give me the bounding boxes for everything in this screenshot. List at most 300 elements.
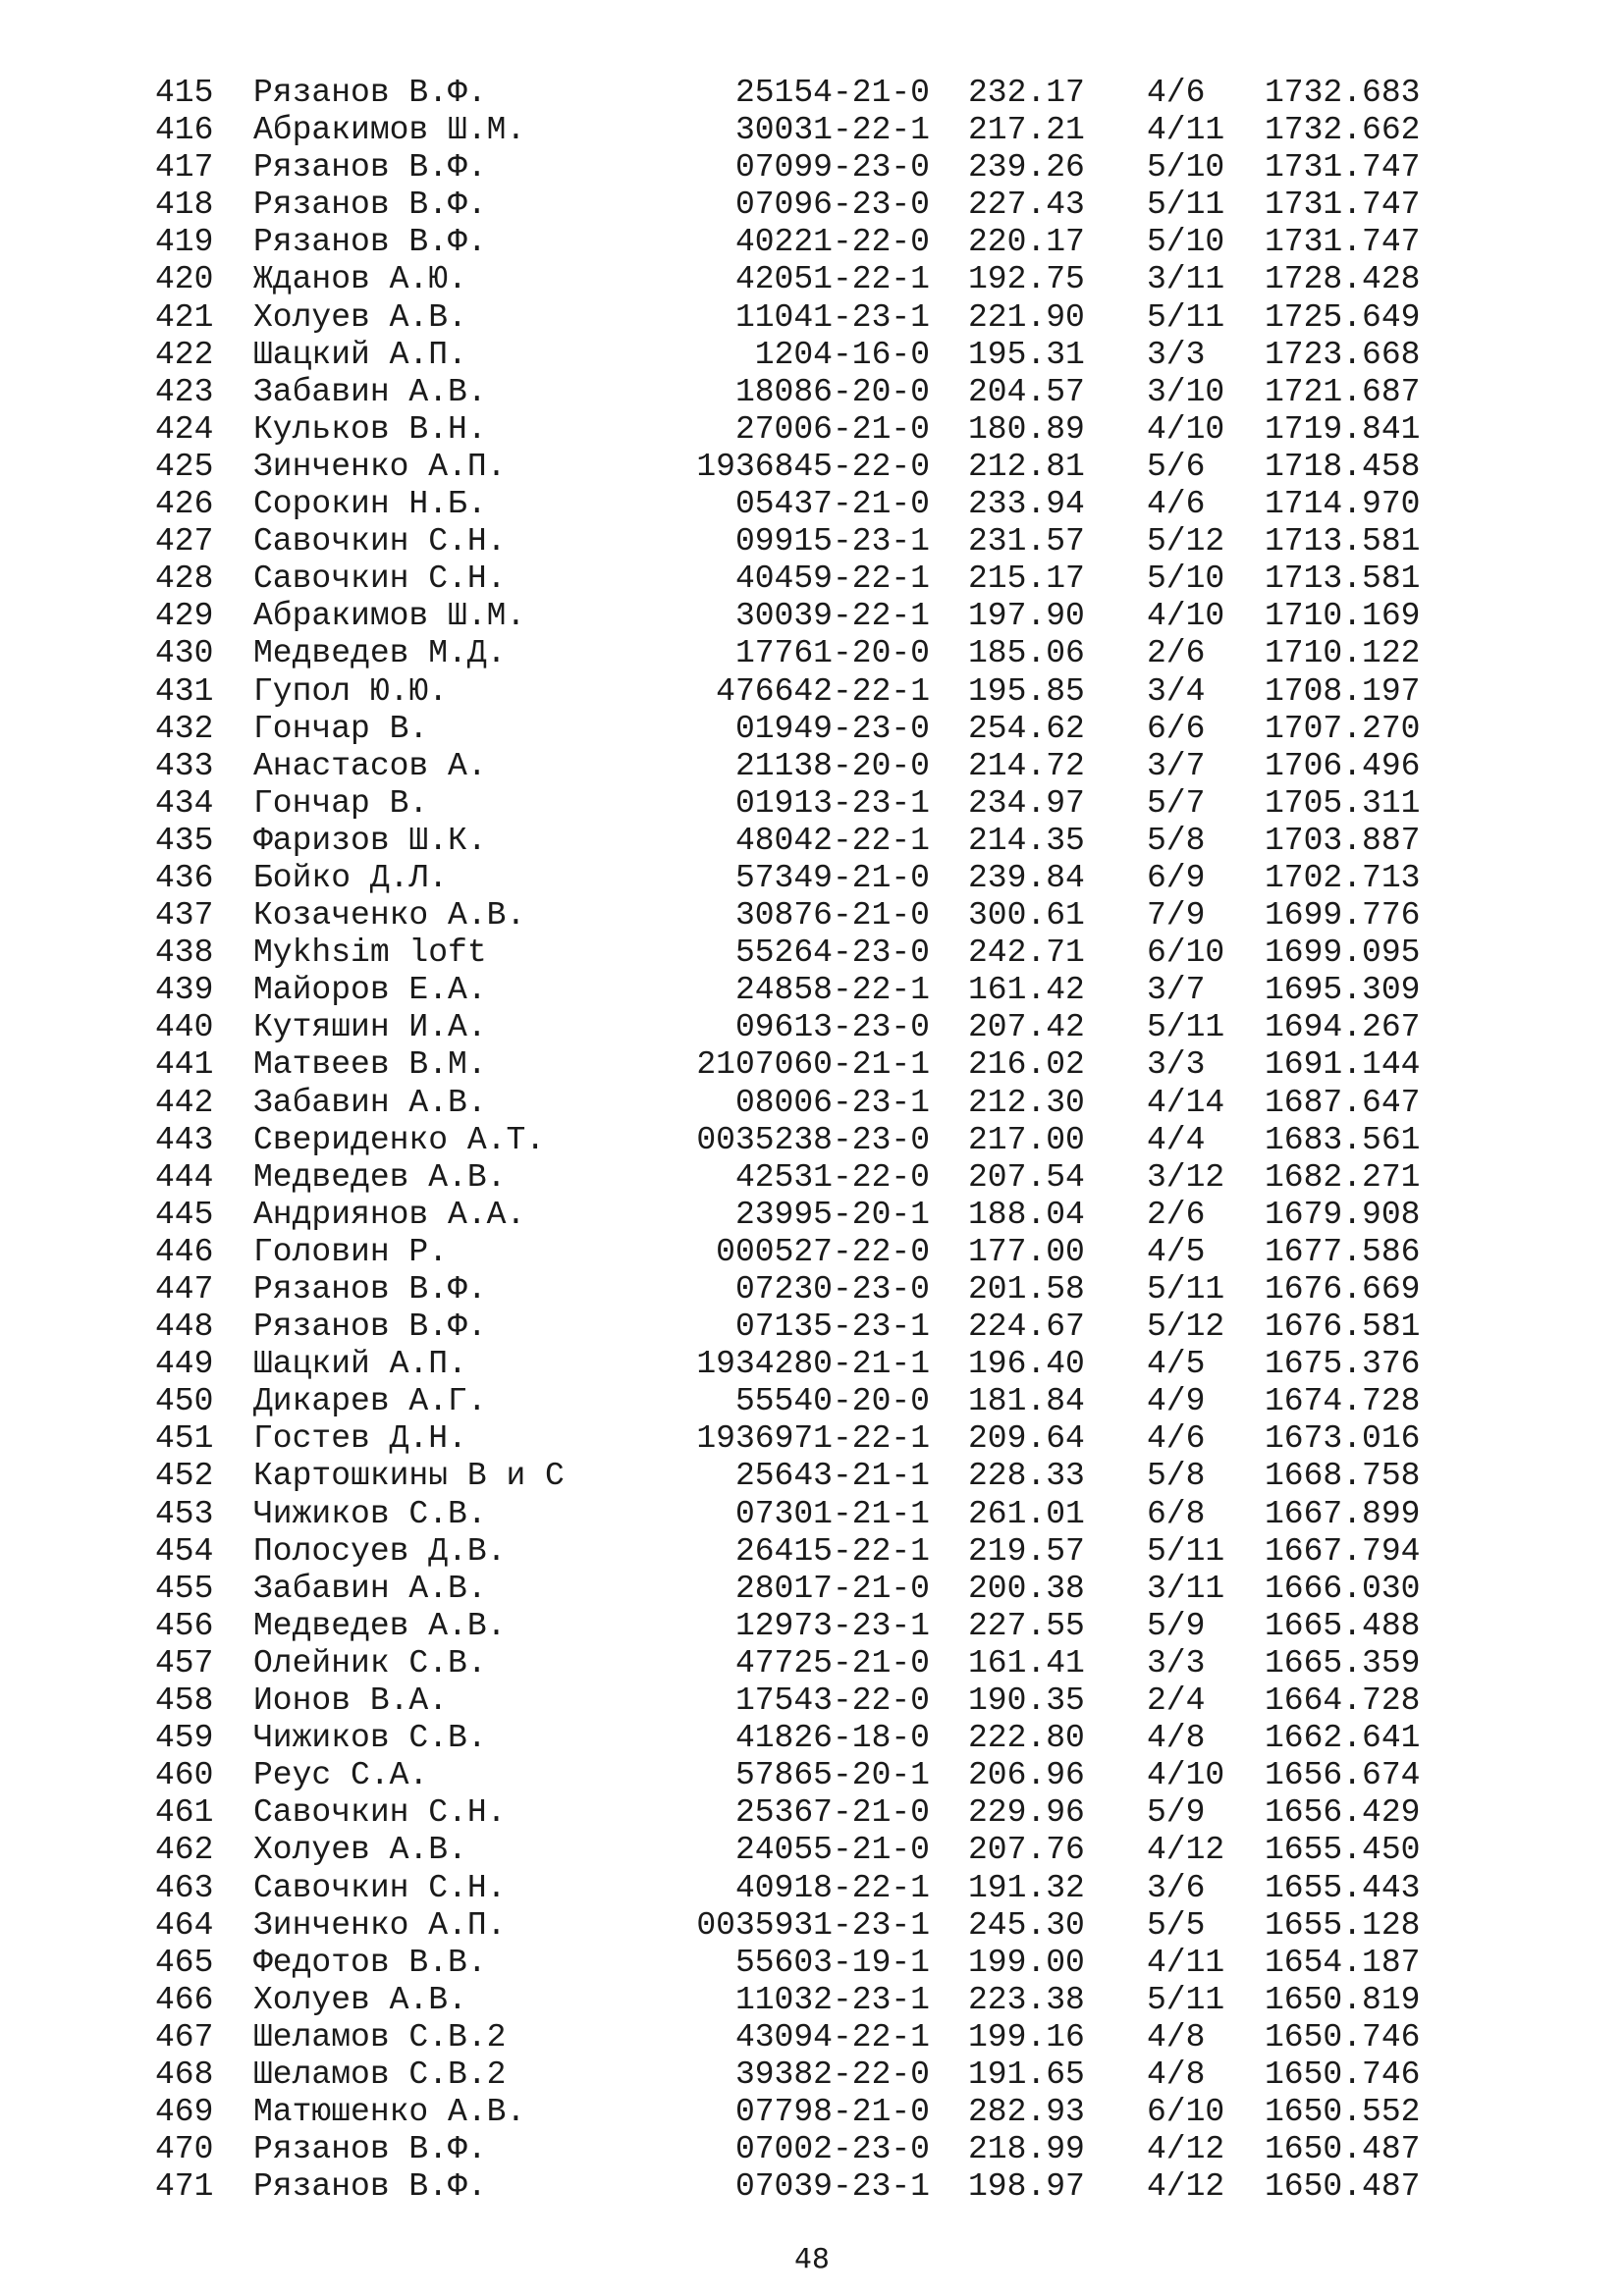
ring-code-cell: 41826-18-0	[734, 1720, 930, 1757]
distance-cell: 228.33	[968, 1458, 1085, 1495]
ratio-cell: 3/7	[1147, 747, 1206, 784]
ratio-cell: 6/6	[1147, 710, 1206, 747]
name-cell: Реус С.А.	[253, 1757, 429, 1794]
rank-cell: 423	[155, 373, 214, 410]
ring-code-cell: 12973-23-1	[734, 1607, 930, 1644]
distance-cell: 161.42	[968, 972, 1085, 1009]
ratio-cell: 3/12	[1147, 1158, 1225, 1196]
ring-code-cell: 25154-21-0	[734, 75, 930, 111]
name-cell: Бойко Д.Л.	[253, 859, 449, 896]
table-row	[0, 673, 1624, 711]
name-cell: Медведев М.Д.	[253, 635, 507, 672]
score-cell: 1732.662	[1265, 112, 1421, 149]
ring-code-cell: 18086-20-0	[734, 373, 930, 410]
distance-cell: 196.40	[968, 1346, 1085, 1383]
name-cell: Савочкин С.Н.	[253, 1794, 507, 1832]
ring-code-cell: 07039-23-1	[734, 2168, 930, 2206]
score-cell: 1702.713	[1265, 859, 1421, 896]
rank-cell: 453	[155, 1495, 214, 1532]
score-cell: 1699.095	[1265, 934, 1421, 972]
name-cell: Савочкин С.Н.	[253, 1869, 507, 1906]
rank-cell: 434	[155, 784, 214, 822]
ratio-cell: 6/10	[1147, 2094, 1225, 2131]
table-row	[0, 261, 1624, 298]
table-row	[0, 897, 1624, 934]
ratio-cell: 4/6	[1147, 75, 1206, 111]
distance-cell: 229.96	[968, 1794, 1085, 1832]
rank-cell: 447	[155, 1271, 214, 1308]
ratio-cell: 3/7	[1147, 972, 1206, 1009]
ratio-cell: 4/8	[1147, 2056, 1206, 2093]
distance-cell: 223.38	[968, 1981, 1085, 2018]
ratio-cell: 3/4	[1147, 672, 1206, 710]
score-cell: 1708.197	[1265, 672, 1421, 710]
score-cell: 1650.746	[1265, 2056, 1421, 2093]
score-cell: 1699.776	[1265, 897, 1421, 934]
score-cell: 1723.668	[1265, 336, 1421, 373]
score-cell: 1650.746	[1265, 2018, 1421, 2056]
ring-code-cell: 57349-21-0	[734, 859, 930, 896]
table-row	[0, 187, 1624, 224]
name-cell: Майоров Е.А.	[253, 972, 487, 1009]
name-cell: Рязанов В.Ф.	[253, 1308, 487, 1346]
score-cell: 1706.496	[1265, 747, 1421, 784]
rank-cell: 460	[155, 1757, 214, 1794]
rank-cell: 441	[155, 1046, 214, 1084]
table-row	[0, 1458, 1624, 1495]
distance-cell: 195.85	[968, 672, 1085, 710]
score-cell: 1713.581	[1265, 523, 1421, 561]
rank-cell: 430	[155, 635, 214, 672]
rank-cell: 442	[155, 1084, 214, 1121]
table-row	[0, 598, 1624, 635]
name-cell: Зинченко А.П.	[253, 448, 507, 485]
score-cell: 1687.647	[1265, 1084, 1421, 1121]
distance-cell: 195.31	[968, 336, 1085, 373]
name-cell: Рязанов В.Ф.	[253, 2131, 487, 2168]
table-row	[0, 449, 1624, 486]
rank-cell: 419	[155, 224, 214, 261]
distance-cell: 218.99	[968, 2131, 1085, 2168]
ring-code-cell: 55264-23-0	[734, 934, 930, 972]
distance-cell: 234.97	[968, 784, 1085, 822]
ring-code-cell: 42531-22-0	[734, 1158, 930, 1196]
rank-cell: 436	[155, 859, 214, 896]
table-row	[0, 1346, 1624, 1383]
distance-cell: 216.02	[968, 1046, 1085, 1084]
ring-code-cell: 17543-22-0	[734, 1682, 930, 1720]
table-row	[0, 2019, 1624, 2056]
rank-cell: 452	[155, 1458, 214, 1495]
score-cell: 1650.819	[1265, 1981, 1421, 2018]
table-row	[0, 2168, 1624, 2206]
name-cell: Фаризов Ш.К.	[253, 822, 487, 859]
name-cell: Mykhsim loft	[253, 934, 487, 972]
ring-code-cell: 2107060-21-1	[696, 1046, 930, 1084]
ratio-cell: 4/12	[1147, 2168, 1225, 2206]
table-row	[0, 1870, 1624, 1907]
score-cell: 1674.728	[1265, 1383, 1421, 1420]
ring-code-cell: 000527-22-0	[716, 1233, 930, 1270]
ratio-cell: 5/10	[1147, 149, 1225, 187]
name-cell: Рязанов В.Ф.	[253, 224, 487, 261]
distance-cell: 232.17	[968, 75, 1085, 111]
name-cell: Рязанов В.Ф.	[253, 187, 487, 224]
ring-code-cell: 01949-23-0	[734, 710, 930, 747]
ring-code-cell: 01913-23-1	[734, 784, 930, 822]
rank-cell: 427	[155, 523, 214, 561]
rank-cell: 433	[155, 747, 214, 784]
rank-cell: 448	[155, 1308, 214, 1346]
ratio-cell: 5/6	[1147, 448, 1206, 485]
ratio-cell: 2/6	[1147, 635, 1206, 672]
rank-cell: 455	[155, 1570, 214, 1607]
table-row	[0, 1234, 1624, 1271]
name-cell: Забавин А.В.	[253, 1570, 487, 1607]
rank-cell: 437	[155, 897, 214, 934]
distance-cell: 215.17	[968, 561, 1085, 598]
ring-code-cell: 1204-16-0	[754, 336, 930, 373]
ring-code-cell: 24055-21-0	[734, 1832, 930, 1869]
ratio-cell: 5/7	[1147, 784, 1206, 822]
name-cell: Картошкины В и С	[253, 1458, 565, 1495]
distance-cell: 221.90	[968, 298, 1085, 336]
table-row	[0, 635, 1624, 672]
score-cell: 1679.908	[1265, 1196, 1421, 1233]
table-row	[0, 75, 1624, 112]
score-cell: 1667.899	[1265, 1495, 1421, 1532]
table-row	[0, 934, 1624, 972]
score-cell: 1714.970	[1265, 486, 1421, 523]
name-cell: Медведев А.В.	[253, 1158, 507, 1196]
distance-cell: 198.97	[968, 2168, 1085, 2206]
table-row	[0, 1009, 1624, 1046]
rank-cell: 450	[155, 1383, 214, 1420]
ring-code-cell: 0035931-23-1	[696, 1906, 930, 1944]
ratio-cell: 4/10	[1147, 410, 1225, 448]
ring-code-cell: 07230-23-0	[734, 1271, 930, 1308]
ratio-cell: 5/9	[1147, 1607, 1206, 1644]
ratio-cell: 4/5	[1147, 1346, 1206, 1383]
score-cell: 1732.683	[1265, 75, 1421, 111]
distance-cell: 204.57	[968, 373, 1085, 410]
table-row	[0, 1720, 1624, 1757]
table-row	[0, 1085, 1624, 1122]
ratio-cell: 5/10	[1147, 224, 1225, 261]
score-cell: 1721.687	[1265, 373, 1421, 410]
score-cell: 1668.758	[1265, 1458, 1421, 1495]
results-table	[0, 75, 1624, 2206]
score-cell: 1677.586	[1265, 1233, 1421, 1270]
ring-code-cell: 1934280-21-1	[696, 1346, 930, 1383]
distance-cell: 206.96	[968, 1757, 1085, 1794]
distance-cell: 219.57	[968, 1532, 1085, 1570]
distance-cell: 214.35	[968, 822, 1085, 859]
rank-cell: 425	[155, 448, 214, 485]
distance-cell: 177.00	[968, 1233, 1085, 1270]
table-row	[0, 785, 1624, 823]
rank-cell: 420	[155, 261, 214, 298]
ring-code-cell: 28017-21-0	[734, 1570, 930, 1607]
rank-cell: 451	[155, 1420, 214, 1458]
table-row	[0, 2094, 1624, 2131]
ratio-cell: 5/9	[1147, 1794, 1206, 1832]
distance-cell: 192.75	[968, 261, 1085, 298]
name-cell: Федотов В.В.	[253, 1944, 487, 1981]
name-cell: Рязанов В.Ф.	[253, 149, 487, 187]
score-cell: 1691.144	[1265, 1046, 1421, 1084]
ratio-cell: 5/12	[1147, 1308, 1225, 1346]
name-cell: Холуев А.В.	[253, 1832, 467, 1869]
distance-cell: 188.04	[968, 1196, 1085, 1233]
name-cell: Шеламов С.В.2	[253, 2056, 507, 2093]
table-row	[0, 1832, 1624, 1869]
ring-code-cell: 08006-23-1	[734, 1084, 930, 1121]
ring-code-cell: 40459-22-1	[734, 561, 930, 598]
distance-cell: 191.65	[968, 2056, 1085, 2093]
table-row	[0, 1608, 1624, 1645]
ring-code-cell: 07002-23-0	[734, 2131, 930, 2168]
rank-cell: 444	[155, 1158, 214, 1196]
rank-cell: 438	[155, 934, 214, 972]
rank-cell: 449	[155, 1346, 214, 1383]
ratio-cell: 3/11	[1147, 1570, 1225, 1607]
table-row	[0, 1907, 1624, 1945]
score-cell: 1665.488	[1265, 1607, 1421, 1644]
table-row	[0, 860, 1624, 897]
rank-cell: 428	[155, 561, 214, 598]
distance-cell: 217.21	[968, 112, 1085, 149]
rank-cell: 470	[155, 2131, 214, 2168]
score-cell: 1725.649	[1265, 298, 1421, 336]
name-cell: Савочкин С.Н.	[253, 561, 507, 598]
ratio-cell: 5/11	[1147, 1981, 1225, 2018]
score-cell: 1650.487	[1265, 2168, 1421, 2206]
distance-cell: 233.94	[968, 486, 1085, 523]
name-cell: Свериденко А.Т.	[253, 1121, 546, 1158]
rank-cell: 457	[155, 1644, 214, 1682]
ring-code-cell: 25643-21-1	[734, 1458, 930, 1495]
ratio-cell: 4/5	[1147, 1233, 1206, 1270]
table-row	[0, 1571, 1624, 1608]
rank-cell: 446	[155, 1233, 214, 1270]
ring-code-cell: 21138-20-0	[734, 747, 930, 784]
table-row	[0, 224, 1624, 261]
score-cell: 1682.271	[1265, 1158, 1421, 1196]
ratio-cell: 4/11	[1147, 112, 1225, 149]
table-row	[0, 1496, 1624, 1533]
name-cell: Медведев А.В.	[253, 1607, 507, 1644]
rank-cell: 439	[155, 972, 214, 1009]
table-row	[0, 1159, 1624, 1197]
distance-cell: 242.71	[968, 934, 1085, 972]
distance-cell: 214.72	[968, 747, 1085, 784]
score-cell: 1655.450	[1265, 1832, 1421, 1869]
distance-cell: 282.93	[968, 2094, 1085, 2131]
ratio-cell: 3/3	[1147, 336, 1206, 373]
table-row	[0, 561, 1624, 598]
rank-cell: 469	[155, 2094, 214, 2131]
score-cell: 1667.794	[1265, 1532, 1421, 1570]
name-cell: Рязанов В.Ф.	[253, 1271, 487, 1308]
ring-code-cell: 57865-20-1	[734, 1757, 930, 1794]
score-cell: 1673.016	[1265, 1420, 1421, 1458]
ring-code-cell: 43094-22-1	[734, 2018, 930, 2056]
ratio-cell: 3/6	[1147, 1869, 1206, 1906]
score-cell: 1731.747	[1265, 187, 1421, 224]
name-cell: Олейник С.В.	[253, 1644, 487, 1682]
rank-cell: 464	[155, 1906, 214, 1944]
table-row	[0, 1046, 1624, 1084]
ratio-cell: 4/8	[1147, 2018, 1206, 2056]
distance-cell: 224.67	[968, 1308, 1085, 1346]
distance-cell: 207.76	[968, 1832, 1085, 1869]
table-row	[0, 711, 1624, 748]
ring-code-cell: 07798-21-0	[734, 2094, 930, 2131]
ring-code-cell: 05437-21-0	[734, 486, 930, 523]
score-cell: 1656.429	[1265, 1794, 1421, 1832]
distance-cell: 212.30	[968, 1084, 1085, 1121]
score-cell: 1718.458	[1265, 448, 1421, 485]
ratio-cell: 4/6	[1147, 1420, 1206, 1458]
table-row	[0, 1122, 1624, 1159]
distance-cell: 222.80	[968, 1720, 1085, 1757]
ring-code-cell: 25367-21-0	[734, 1794, 930, 1832]
rank-cell: 416	[155, 112, 214, 149]
distance-cell: 180.89	[968, 410, 1085, 448]
score-cell: 1719.841	[1265, 410, 1421, 448]
score-cell: 1695.309	[1265, 972, 1421, 1009]
distance-cell: 227.43	[968, 187, 1085, 224]
page-number: 48	[794, 2242, 830, 2274]
rank-cell: 417	[155, 149, 214, 187]
table-row	[0, 748, 1624, 785]
score-cell: 1710.169	[1265, 598, 1421, 635]
rank-cell: 461	[155, 1794, 214, 1832]
ratio-cell: 5/11	[1147, 298, 1225, 336]
name-cell: Гончар В.	[253, 710, 429, 747]
rank-cell: 459	[155, 1720, 214, 1757]
score-cell: 1655.128	[1265, 1906, 1421, 1944]
ratio-cell: 4/6	[1147, 486, 1206, 523]
name-cell: Забавин А.В.	[253, 373, 487, 410]
ring-code-cell: 27006-21-0	[734, 410, 930, 448]
rank-cell: 443	[155, 1121, 214, 1158]
distance-cell: 181.84	[968, 1383, 1085, 1420]
name-cell: Анастасов А.	[253, 747, 487, 784]
distance-cell: 217.00	[968, 1121, 1085, 1158]
table-row	[0, 1271, 1624, 1308]
distance-cell: 239.84	[968, 859, 1085, 896]
name-cell: Матюшенко А.В.	[253, 2094, 526, 2131]
ratio-cell: 3/11	[1147, 261, 1225, 298]
name-cell: Гончар В.	[253, 784, 429, 822]
distance-cell: 254.62	[968, 710, 1085, 747]
ring-code-cell: 476642-22-1	[716, 672, 930, 710]
distance-cell: 231.57	[968, 523, 1085, 561]
ratio-cell: 5/11	[1147, 1532, 1225, 1570]
name-cell: Дикарев А.Г.	[253, 1383, 487, 1420]
score-cell: 1705.311	[1265, 784, 1421, 822]
name-cell: Шацкий А.П.	[253, 336, 467, 373]
ring-code-cell: 26415-22-1	[734, 1532, 930, 1570]
ratio-cell: 6/10	[1147, 934, 1225, 972]
rank-cell: 458	[155, 1682, 214, 1720]
distance-cell: 199.00	[968, 1944, 1085, 1981]
table-row	[0, 1757, 1624, 1794]
ring-code-cell: 07099-23-0	[734, 149, 930, 187]
rank-cell: 463	[155, 1869, 214, 1906]
ratio-cell: 4/14	[1147, 1084, 1225, 1121]
ring-code-cell: 40918-22-1	[734, 1869, 930, 1906]
distance-cell: 300.61	[968, 897, 1085, 934]
name-cell: Жданов А.Ю.	[253, 261, 467, 298]
distance-cell: 227.55	[968, 1607, 1085, 1644]
ratio-cell: 6/9	[1147, 859, 1206, 896]
rank-cell: 418	[155, 187, 214, 224]
table-row	[0, 337, 1624, 374]
score-cell: 1662.641	[1265, 1720, 1421, 1757]
table-row	[0, 112, 1624, 149]
ring-code-cell: 40221-22-0	[734, 224, 930, 261]
name-cell: Головин Р.	[253, 1233, 449, 1270]
table-row	[0, 149, 1624, 187]
distance-cell: 197.90	[968, 598, 1085, 635]
ratio-cell: 5/11	[1147, 1271, 1225, 1308]
score-cell: 1655.443	[1265, 1869, 1421, 1906]
distance-cell: 207.42	[968, 1009, 1085, 1046]
ring-code-cell: 09915-23-1	[734, 523, 930, 561]
ratio-cell: 5/11	[1147, 1009, 1225, 1046]
ring-code-cell: 17761-20-0	[734, 635, 930, 672]
ratio-cell: 4/8	[1147, 1720, 1206, 1757]
distance-cell: 201.58	[968, 1271, 1085, 1308]
rank-cell: 432	[155, 710, 214, 747]
rank-cell: 424	[155, 410, 214, 448]
table-row	[0, 972, 1624, 1009]
ratio-cell: 5/12	[1147, 523, 1225, 561]
table-row	[0, 1794, 1624, 1832]
score-cell: 1728.428	[1265, 261, 1421, 298]
score-cell: 1731.747	[1265, 224, 1421, 261]
name-cell: Зинченко А.П.	[253, 1906, 507, 1944]
table-row	[0, 1682, 1624, 1720]
ratio-cell: 5/10	[1147, 561, 1225, 598]
table-row	[0, 299, 1624, 337]
ring-code-cell: 47725-21-0	[734, 1644, 930, 1682]
table-row	[0, 523, 1624, 561]
name-cell: Чижиков С.В.	[253, 1495, 487, 1532]
score-cell: 1676.581	[1265, 1308, 1421, 1346]
name-cell: Ионов В.А.	[253, 1682, 449, 1720]
name-cell: Сорокин Н.Б.	[253, 486, 487, 523]
distance-cell: 212.81	[968, 448, 1085, 485]
name-cell: Чижиков С.В.	[253, 1720, 487, 1757]
table-row	[0, 1982, 1624, 2019]
rank-cell: 462	[155, 1832, 214, 1869]
name-cell: Матвеев В.М.	[253, 1046, 487, 1084]
ring-code-cell: 0035238-23-0	[696, 1121, 930, 1158]
distance-cell: 200.38	[968, 1570, 1085, 1607]
score-cell: 1664.728	[1265, 1682, 1421, 1720]
score-cell: 1710.122	[1265, 635, 1421, 672]
table-row	[0, 1645, 1624, 1682]
table-row	[0, 1533, 1624, 1571]
name-cell: Абракимов Ш.М.	[253, 598, 526, 635]
score-cell: 1650.487	[1265, 2131, 1421, 2168]
rank-cell: 467	[155, 2018, 214, 2056]
ratio-cell: 4/12	[1147, 2131, 1225, 2168]
